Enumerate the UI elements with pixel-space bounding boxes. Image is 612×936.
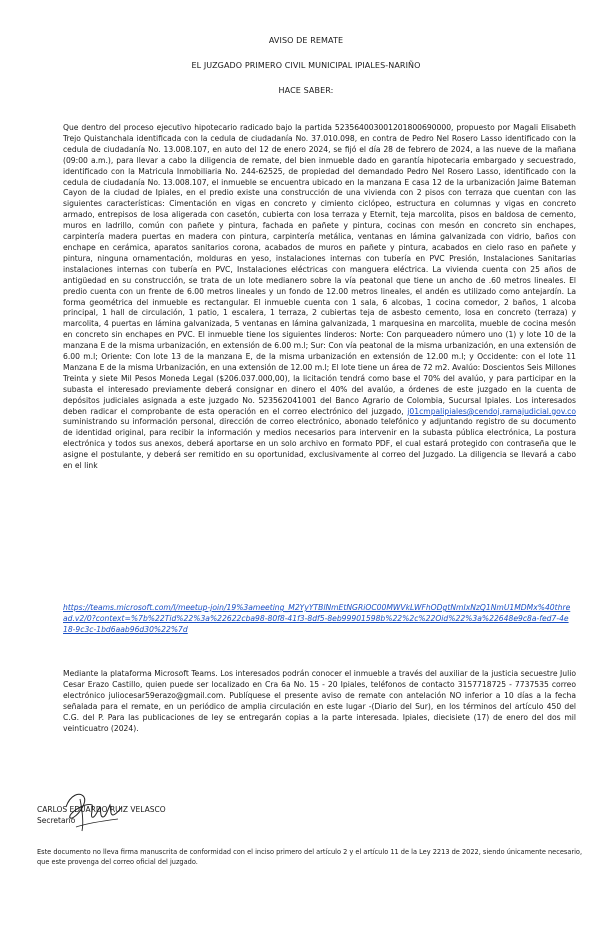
signer-name: CARLOS EDUARDO RUIZ VELASCO bbox=[37, 805, 166, 814]
court-email-link[interactable]: j01cmpalipiales@cendoj.ramajudicial.gov.co bbox=[407, 406, 576, 416]
main-text: Que dentro del proceso ejecutivo hipotecario radicado bajo la partida 523564003001201800690000, propuesto por Magali Elisabeth Trejo Quistanchala identificada con la cedula de ciudadanía No. 37.010.098, en contra de Pedro Nel Rosero Lasso identificado con la cedula de ciudadanía No. 13.008.107, en auto del 12 de enero 2024, se fijó el día 28 de febrero de 2024, a las nueve de la mañana (09:00 a.m.), para llevar a cabo la diligencia de remate, del bien inmueble dado en garantía hipotecaria embargado y secuestrado, identificado con la Matricula Inmobiliaria No. 244-62525, de propiedad del demandado Pedro Nel Rosero Lasso, identificado con la cedula de ciudadanía No. 13.008.107, el inmueble se encuentra ubicado en la manzana E casa 12 de la urbanización Jaime Bateman Cayon de la ciudad de Ipiales, en el predio existe una construcción de una vivienda con 2 pisos con terraza que cuentan con las siguientes características: Cimentación en vigas en concreto y cimiento ciclópeo, estructura en columnas y vigas en concreto armado, entrepisos de losa aligerada con casetón, cubierta con losa terraza y Eternit, teja marcolita, pisos en baldosa de cemento, muros en ladrillo, común con pañete y pintura, fachada en pañete y pintura, cocinas con mesón en concreto sin enchapes, carpintería madera puertas en madera con pintura, carpintería metálica, ventanas en lámina galvanizada con vidrio, baños con enchape en cerámica, aparatos sanitarios corona, acabados de muros en pañete y pintura, acabados en cielo raso en pañete y pintura, ninguna ornamentación, molduras en yeso, instalaciones internas con tubería en PVC Presión, Instalaciones Sanitarias instalaciones internas con tubería en PVC, Instalaciones eléctricas con manguera eléctrica. La vivienda cuenta con 25 años de antigüedad en su construcción, se trata de un lote medianero sobre la vía peatonal que tiene un ancho de .60 metros lineales. El predio cuenta con un frente de 6.00 metros lineales y un fondo de 12.00 metros lineales, el andén es utilizado como antejardín. La forma geométrica del inmueble es rectangular. El inmueble cuenta con 1 sala, 6 alcobas, 1 cocina comedor, 2 baños, 1 alcoba principal, 1 hall de circulación, 1 patio, 1 escalera, 1 terraza, 2 cubiertas teja de asbesto cemento, losa en concreto (terraza) y marcolita, 4 puertas en lámina galvanizada, 5 ventanas en lámina galvanizada, 1 marquesina en marcolita, mueble de cocina mesón en concreto sin enchapes en PVC. El inmueble tiene los siguientes linderos: Norte: Con parqueadero número uno (1) y lote 10 de la manzana E de la misma urbanización, en extensión de 6.00 m.l; Sur: Con vía peatonal de la misma urbanización, en una extensión de 6.00 m.l; Oriente: Con lote 13 de la manzana E, de la misma urbanización en extensión de 12.00 m.l; y Occidente: con el lote 11 Manzana E de la misma Urbanización, en una extensión de 12.00 m.l; El lote tiene un área de 72 m2. Avalúo: Doscientos Seis Millones Treinta y siete Mil Pesos Moneda Legal ($206.037.000,00), la licitación tendrá como base el 70% del avalúo, y para participar en la subasta el interesado previamente deberá consignar en dinero el 40% del avalúo, a órdenes de este juzgado en la cuenta de depósitos judiciales asignada a este juzgado No. 523562041001 del Banco Agrario de Colombia, Sucursal Ipiales. Los interesados deben radicar el comprobante de esta operación en el correo electrónico del juzgado, bbox=[63, 123, 576, 416]
footer-note: Este documento no lleva firma manuscrita de conformidad con el inciso primero del artículo 2 y el artículo 11 de la Ley 2213 de 2022, siendo únicamente necesario, que este provenga del correo oficial del juzgado. bbox=[37, 848, 583, 866]
teams-meeting-link[interactable]: https://teams.microsoft.com/l/meetup-join/19%3ameeting_M2YyYTBlNmEtNGRiOC00MWVkLWFhODgtNmIxNzQ1NmU1MDMx%40thread.v2/0?context=%7b%22Tid%22%3a%22622cba98-80f8-41f3-8df5-8eb99901598b%22%2c%22Oid%22%3a%22648e9c8a-fed7-4e18-9c3c-1bd6aab96d30%22%7d bbox=[63, 603, 571, 634]
court-name: EL JUZGADO PRIMERO CIVIL MUNICIPAL IPIALES-NARIÑO bbox=[191, 61, 421, 70]
main-paragraph bbox=[63, 123, 576, 472]
main-text-after: suministrando su información personal, dirección de correo electrónico, abonado telefónico y adjuntando registro de su documento de identidad original, para recibir la información y medios necesarios para intervenir en la subasta pública electrónica, La postura electrónica y todos sus anexos, deberá aportarse en un solo archivo en formato PDF, el cual estará protegido con contraseña que le asigne el postulante, y deberá ser remitido en su oportunidad, exclusivamente al correo del Juzgado. La diligencia se llevará a cabo en el link bbox=[63, 417, 576, 471]
document-subtitle: HACE SABER: bbox=[278, 86, 334, 95]
second-paragraph: Mediante la plataforma Microsoft Teams. Los interesados podrán conocer el inmueble a través del auxiliar de la justicia secuestre Julio Cesar Erazo Castillo, quien puede ser localizado en Cra 6a No. 15 - 20 Ipiales, teléfonos de contacto 3157718725 - 7737535 correo electrónico juliocesar59erazo@gmail.com. Publíquese el presente aviso de remate con antelación NO inferior a 10 días a la fecha señalada para el remate, en un periódico de amplia circulación en este lugar -(Diario del Sur), en los términos del artículo 450 del C.G. del P. Para las publicaciones de ley se entregarán copias a la parte interesada. Ipiales, diecisiete (17) de enero del dos mil veinticuatro (2024). bbox=[63, 669, 576, 733]
signer-role: Secretario bbox=[37, 816, 76, 825]
signer-block bbox=[37, 804, 166, 826]
document-title: AVISO DE REMATE bbox=[268, 36, 344, 45]
